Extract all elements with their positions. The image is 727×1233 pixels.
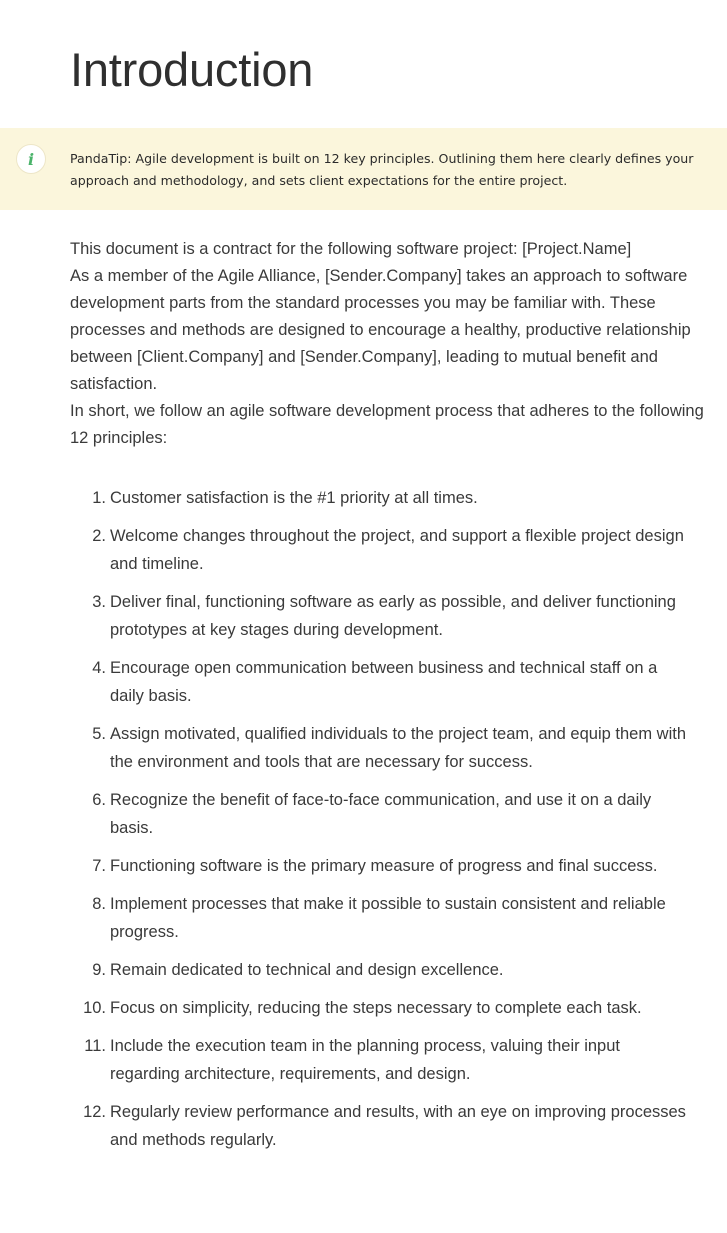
principle-text: Welcome changes throughout the project, and support a flexible project design and timeline.: [110, 527, 684, 573]
info-icon: i: [16, 144, 46, 174]
principle-text: Functioning software is the primary measure of progress and final success.: [110, 857, 658, 875]
intro-paragraph-agile-alliance: As a member of the Agile Alliance, [Sender.Company] takes an approach to software development parts from the standard processes you may be familiar with. These processes and methods are designed to encourage a healthy, productive relationship between [Client.Company] and [Sender.Company], leading to mutual benefit and satisfaction.: [70, 267, 691, 393]
principle-item: [70, 956, 690, 984]
principle-number: 3.: [92, 593, 106, 611]
principle-text: Customer satisfaction is the #1 priority at all times.: [110, 489, 478, 507]
panda-tip-box: [0, 128, 727, 210]
principle-text: Include the execution team in the planning process, valuing their input regarding architecture, requirements, and design.: [110, 1037, 620, 1083]
page-title: Introduction: [70, 43, 314, 96]
principle-item: [70, 1098, 690, 1154]
principle-item: [70, 654, 690, 710]
principles-list: [70, 484, 690, 1164]
principle-number: 11.: [84, 1037, 106, 1055]
principle-number: 2.: [92, 527, 106, 545]
intro-paragraph-project: This document is a contract for the following software project: [Project.Name]: [70, 240, 632, 258]
intro-text: [70, 236, 710, 452]
principle-text: Regularly review performance and results, with an eye on improving processes and methods regularly.: [110, 1103, 686, 1149]
principle-item: [70, 484, 690, 512]
principle-item: [70, 588, 690, 644]
principle-item: [70, 994, 690, 1022]
principle-text: Recognize the benefit of face-to-face communication, and use it on a daily basis.: [110, 791, 652, 837]
principle-item: [70, 522, 690, 578]
principle-number: 5.: [92, 725, 106, 743]
principle-text: Encourage open communication between business and technical staff on a daily basis.: [110, 659, 658, 705]
principle-text: Deliver final, functioning software as early as possible, and deliver functioning prototypes at key stages during development.: [110, 593, 676, 639]
principle-number: 10.: [83, 999, 106, 1017]
principle-number: 1.: [92, 489, 106, 507]
principle-text: Focus on simplicity, reducing the steps necessary to complete each task.: [110, 999, 642, 1017]
principle-item: [70, 720, 690, 776]
principle-text: Remain dedicated to technical and design excellence.: [110, 961, 504, 979]
principle-text: Assign motivated, qualified individuals to the project team, and equip them with the environment and tools that are necessary for success.: [110, 725, 686, 771]
principle-item: [70, 1032, 690, 1088]
principle-item: [70, 852, 690, 880]
principle-item: [70, 786, 690, 842]
intro-paragraph-principles-lead: In short, we follow an agile software development process that adheres to the following 12 principles:: [70, 402, 704, 447]
principle-number: 9.: [92, 961, 106, 979]
principle-number: 8.: [92, 895, 106, 913]
principle-text: Implement processes that make it possible to sustain consistent and reliable progress.: [110, 895, 666, 941]
principle-number: 6.: [92, 791, 106, 809]
principle-number: 12.: [83, 1103, 106, 1121]
principle-number: 7.: [92, 857, 106, 875]
panda-tip-text: PandaTip: Agile development is built on 12 key principles. Outlining them here clearly defines your approach and methodology, and sets client expectations for the entire project.: [70, 151, 694, 188]
principle-number: 4.: [92, 659, 106, 677]
principle-item: [70, 890, 690, 946]
